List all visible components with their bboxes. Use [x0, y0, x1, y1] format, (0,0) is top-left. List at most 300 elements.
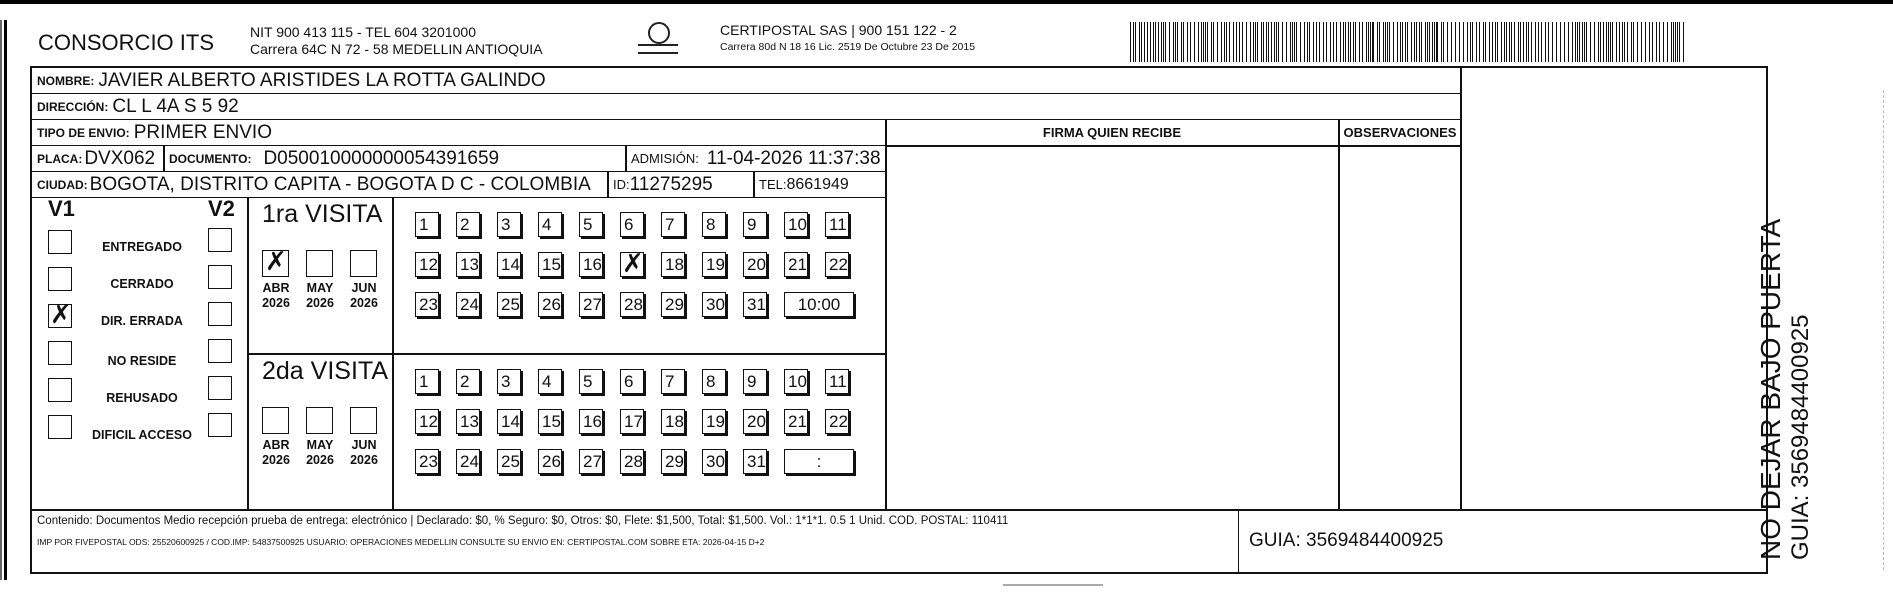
day-number: 16	[583, 411, 602, 431]
company-nit: NIT 900 413 115 - TEL 604 3201000	[250, 24, 476, 40]
day-box[interactable]	[661, 449, 685, 474]
day-number: 9	[747, 214, 757, 234]
barcode-bar	[1407, 22, 1408, 62]
day-number: 8	[706, 214, 716, 234]
barcode-bar	[1336, 22, 1337, 62]
day-box[interactable]	[784, 369, 808, 394]
day-box[interactable]	[743, 292, 767, 317]
day-number: 13	[460, 411, 479, 431]
day-box[interactable]	[579, 449, 603, 474]
barcode-bar	[1130, 22, 1131, 62]
barcode-bar	[1372, 22, 1374, 62]
day-number: 21	[788, 411, 807, 431]
barcode-bar	[1451, 22, 1452, 62]
barcode-bar	[1483, 22, 1484, 62]
barcode-bar	[1274, 22, 1275, 62]
barcode-bar	[1393, 22, 1394, 62]
nombre-label: NOMBRE:	[37, 73, 95, 88]
barcode-bar	[1416, 22, 1417, 62]
v2-checkbox[interactable]	[208, 413, 232, 437]
barcode-bar	[1323, 22, 1324, 62]
day-mark-icon: ✗	[622, 249, 644, 279]
barcode-bar	[1286, 22, 1287, 62]
status-label: NO RESIDE	[107, 354, 177, 368]
day-box[interactable]	[825, 252, 849, 277]
barcode-bar	[1603, 22, 1604, 62]
barcode-bar	[1405, 22, 1406, 62]
day-box[interactable]	[661, 409, 685, 434]
visit-time-field[interactable]	[784, 449, 854, 474]
barcode-bar	[1133, 22, 1134, 62]
barcode-bar	[1278, 22, 1279, 62]
day-number: 5	[583, 214, 593, 234]
day-box[interactable]	[743, 369, 767, 394]
month-name: MAY	[306, 281, 334, 295]
barcode-bar	[1207, 22, 1208, 62]
carrier-name: CERTIPOSTAL SAS | 900 151 122 - 2	[720, 22, 957, 38]
barcode-bar	[1224, 22, 1225, 62]
barcode	[1130, 22, 1690, 62]
barcode-bar	[1198, 22, 1199, 62]
day-box[interactable]	[456, 369, 480, 394]
company-name: CONSORCIO ITS	[38, 30, 215, 55]
day-box[interactable]	[538, 449, 562, 474]
documento-label: DOCUMENTO:	[169, 151, 252, 166]
barcode-bar	[1476, 22, 1477, 62]
barcode-bar	[1236, 22, 1237, 62]
barcode-bar	[1616, 22, 1617, 62]
day-box[interactable]	[784, 212, 808, 237]
month-label	[300, 438, 340, 468]
footer-contenido: Contenido: Documentos Medio recepción prueba de entrega: electrónico | Declarado: $0, % Seguro: $0, Otros: $0, Flete: $1,500, Total: $1,500. Vol.: 1*1*1. 0.5 1 Unid. COD. POSTAL: 110411	[37, 515, 1009, 527]
barcode-bar	[1506, 22, 1507, 62]
day-box[interactable]	[579, 292, 603, 317]
top-edge-line	[0, 0, 1893, 4]
barcode-bar	[1246, 22, 1247, 62]
barcode-bar	[1161, 22, 1162, 62]
visit-time-value: :	[816, 451, 822, 471]
day-number: 14	[501, 411, 520, 431]
barcode-bar	[1271, 22, 1272, 62]
day-box[interactable]	[620, 292, 644, 317]
barcode-bar	[1627, 22, 1628, 62]
barcode-bar	[1300, 22, 1301, 62]
day-box[interactable]	[825, 212, 849, 237]
barcode-bar	[1414, 22, 1415, 62]
status-label: CERRADO	[110, 277, 174, 291]
month-checkbox[interactable]	[350, 250, 377, 277]
barcode-bar	[1649, 22, 1650, 62]
day-box[interactable]	[415, 292, 439, 317]
visit-time-field[interactable]	[784, 292, 854, 317]
barcode-bar	[1514, 22, 1515, 62]
barcode-bar	[1147, 22, 1148, 62]
barcode-bar	[1135, 22, 1136, 62]
day-box[interactable]	[743, 212, 767, 237]
certipostal-logo-icon	[638, 22, 678, 58]
day-box[interactable]	[661, 369, 685, 394]
day-number: 27	[583, 451, 602, 471]
admision-value: 11-04-2026 11:37:38	[706, 147, 881, 169]
v2-checkbox[interactable]	[208, 228, 232, 252]
day-number: 2	[460, 371, 470, 391]
barcode-bar	[1421, 22, 1422, 62]
footer-impresion: IMP POR FIVEPOSTAL ODS: 25520600925 / COD.IMP: 54837500925 USUARIO: OPERACIONES MEDELLIN CONSULTE SU ENVIO EN: CERTIPOSTAL.COM SOBRE ETA: 2026-04-15 D+2	[37, 537, 765, 547]
day-box[interactable]	[702, 369, 726, 394]
barcode-bar	[1556, 22, 1557, 62]
barcode-bar	[1177, 22, 1178, 62]
barcode-bar	[1155, 22, 1156, 62]
check-mark-icon: ✗	[50, 300, 72, 330]
day-number: 18	[665, 254, 684, 274]
day-box[interactable]	[415, 409, 439, 434]
footer-guia-number: GUIA: 3569484400925	[1249, 529, 1444, 551]
v1-checkbox[interactable]	[48, 300, 72, 330]
barcode-bar	[1194, 22, 1195, 62]
day-box[interactable]	[538, 369, 562, 394]
day-box[interactable]	[620, 249, 644, 279]
barcode-bar	[1144, 22, 1145, 62]
day-box[interactable]	[620, 409, 644, 434]
barcode-bar	[1548, 22, 1549, 62]
barcode-bar	[1631, 22, 1632, 62]
day-box[interactable]	[702, 409, 726, 434]
barcode-bar	[1319, 22, 1320, 62]
day-box[interactable]	[538, 292, 562, 317]
barcode-bar	[1175, 22, 1176, 62]
visit-title: 1ra VISITA	[262, 200, 383, 228]
day-box[interactable]	[415, 252, 439, 277]
barcode-bar	[1276, 22, 1277, 62]
barcode-bar	[1434, 22, 1435, 62]
barcode-bar	[1518, 22, 1519, 62]
barcode-bar	[1309, 22, 1310, 62]
barcode-bar	[1535, 22, 1536, 62]
day-number: 3	[501, 214, 511, 234]
v2-checkbox[interactable]	[208, 339, 232, 363]
barcode-bar	[1584, 22, 1585, 62]
barcode-bar	[1139, 22, 1140, 62]
admision-label: ADMISIÓN:	[631, 151, 699, 166]
day-number: 12	[419, 254, 438, 274]
barcode-bar	[1447, 22, 1448, 62]
day-box[interactable]	[497, 212, 521, 237]
documento-value: D050010000000054391659	[263, 147, 500, 169]
day-number: 24	[460, 451, 479, 471]
barcode-bar	[1619, 22, 1620, 62]
left-edge-line	[0, 20, 2, 580]
barcode-bar	[1362, 22, 1363, 62]
status-label: DIFICIL ACCESO	[91, 428, 192, 442]
day-number: 27	[583, 294, 602, 314]
v1-checkbox[interactable]	[48, 415, 72, 439]
barcode-bar	[1419, 22, 1420, 62]
day-box[interactable]	[456, 212, 480, 237]
barcode-bar	[1520, 22, 1521, 62]
barcode-bar	[1606, 22, 1607, 62]
barcode-bar	[1226, 22, 1227, 62]
tipo-label: TIPO DE ENVIO:	[37, 125, 130, 140]
barcode-bar	[1211, 22, 1212, 62]
barcode-bar	[1608, 22, 1609, 62]
barcode-bar	[1304, 22, 1305, 62]
v2-checkbox[interactable]	[208, 265, 232, 289]
month-checkbox[interactable]	[262, 407, 289, 434]
barcode-bar	[1294, 22, 1295, 62]
day-box[interactable]	[702, 252, 726, 277]
nombre-value: JAVIER ALBERTO ARISTIDES LA ROTTA GALINDO	[98, 69, 546, 91]
barcode-bar	[1402, 22, 1403, 62]
day-box[interactable]	[620, 212, 644, 237]
barcode-bar	[1340, 22, 1341, 62]
day-box[interactable]	[784, 252, 808, 277]
day-box[interactable]	[497, 449, 521, 474]
day-box[interactable]	[702, 292, 726, 317]
barcode-bar	[1572, 22, 1573, 62]
month-checkbox[interactable]	[306, 250, 333, 277]
barcode-bar	[1683, 22, 1684, 62]
observaciones-header: OBSERVACIONES	[1343, 125, 1457, 140]
day-box[interactable]	[579, 369, 603, 394]
barcode-bar	[1641, 22, 1642, 62]
day-number: 14	[501, 254, 520, 274]
barcode-bar	[1594, 22, 1595, 62]
status-label: REHUSADO	[106, 391, 178, 405]
day-box[interactable]	[784, 409, 808, 434]
barcode-bar	[1429, 22, 1430, 62]
day-number: 22	[829, 411, 848, 431]
barcode-bar	[1673, 22, 1674, 62]
day-number: 20	[747, 411, 766, 431]
barcode-bar	[1590, 22, 1591, 62]
barcode-bar	[1667, 22, 1668, 62]
barcode-bar	[1463, 22, 1464, 62]
barcode-bar	[1377, 22, 1378, 62]
month-label	[256, 438, 296, 468]
barcode-bar	[1645, 22, 1646, 62]
barcode-bar	[1545, 22, 1546, 62]
day-box[interactable]	[579, 409, 603, 434]
barcode-bar	[1201, 22, 1202, 62]
barcode-bar	[1181, 22, 1182, 62]
barcode-bar	[1432, 22, 1433, 62]
day-box[interactable]	[825, 409, 849, 434]
barcode-bar	[1213, 22, 1214, 62]
barcode-bar	[1427, 22, 1428, 62]
barcode-bar	[1158, 22, 1159, 62]
carrier-license: Carrera 80d N 18 16 Lic. 2519 De Octubre 23 De 2015	[720, 41, 976, 53]
month-name: ABR	[262, 281, 290, 295]
month-checkbox[interactable]	[262, 247, 289, 277]
day-box[interactable]	[661, 292, 685, 317]
barcode-bar	[1221, 22, 1222, 62]
day-number: 10	[788, 371, 807, 391]
barcode-bar	[1290, 22, 1291, 62]
barcode-bar	[1652, 22, 1653, 62]
day-number: 5	[583, 371, 593, 391]
month-checkbox[interactable]	[306, 407, 333, 434]
barcode-bar	[1400, 22, 1401, 62]
v2-checkbox[interactable]	[208, 376, 232, 400]
barcode-bar	[1509, 22, 1510, 62]
company-info	[250, 24, 543, 58]
id-value: 11275295	[629, 173, 713, 195]
month-name: ABR	[262, 438, 290, 452]
carrier-info	[720, 22, 975, 56]
barcode-bar	[1282, 22, 1283, 62]
day-box[interactable]	[538, 409, 562, 434]
barcode-bar	[1425, 22, 1426, 62]
day-box[interactable]	[456, 252, 480, 277]
barcode-bar	[1257, 22, 1258, 62]
placa-label: PLACA:	[37, 151, 83, 166]
day-number: 8	[706, 371, 716, 391]
day-box[interactable]	[743, 409, 767, 434]
day-number: 7	[665, 371, 675, 391]
placa-value: DVX062	[84, 147, 156, 169]
barcode-bar	[1479, 22, 1480, 62]
barcode-bar	[1523, 22, 1524, 62]
barcode-bar	[1153, 22, 1154, 62]
day-number: 28	[624, 451, 643, 471]
barcode-bar	[1326, 22, 1327, 62]
barcode-bar	[1239, 22, 1240, 62]
v1-checkbox[interactable]	[48, 341, 72, 365]
day-box[interactable]	[702, 212, 726, 237]
barcode-bar	[1263, 22, 1264, 62]
month-checkbox[interactable]	[350, 407, 377, 434]
barcode-bar	[1411, 22, 1412, 62]
barcode-bar	[1528, 22, 1529, 62]
day-number: 16	[583, 254, 602, 274]
barcode-bar	[1612, 22, 1613, 62]
v1-checkbox[interactable]	[48, 230, 72, 254]
barcode-bar	[1624, 22, 1625, 62]
barcode-bar	[1656, 22, 1657, 62]
day-number: 19	[706, 411, 725, 431]
barcode-bar	[1355, 22, 1356, 62]
day-box[interactable]	[415, 369, 439, 394]
barcode-bar	[1203, 22, 1204, 62]
day-box[interactable]	[497, 369, 521, 394]
day-box[interactable]	[497, 292, 521, 317]
barcode-bar	[1485, 22, 1486, 62]
barcode-bar	[1552, 22, 1553, 62]
barcode-bar	[1622, 22, 1623, 62]
month-year: 2026	[350, 453, 378, 467]
day-box[interactable]	[579, 252, 603, 277]
barcode-bar	[1586, 22, 1587, 62]
v1-checkbox[interactable]	[48, 378, 72, 402]
stray-mark	[1003, 584, 1103, 592]
barcode-bar	[1150, 22, 1151, 62]
v1-header: V1	[48, 196, 75, 221]
day-box[interactable]	[456, 409, 480, 434]
day-box[interactable]	[579, 212, 603, 237]
barcode-bar	[1538, 22, 1539, 62]
barcode-bar	[1492, 22, 1493, 62]
month-label	[256, 281, 296, 311]
barcode-bar	[1495, 22, 1496, 62]
day-number: 22	[829, 254, 848, 274]
day-number: 12	[419, 411, 438, 431]
month-label	[300, 281, 340, 311]
barcode-bar	[1366, 22, 1367, 62]
day-box[interactable]	[415, 212, 439, 237]
v2-checkbox[interactable]	[208, 302, 232, 326]
day-box[interactable]	[661, 252, 685, 277]
day-box[interactable]	[661, 212, 685, 237]
barcode-bar	[1307, 22, 1308, 62]
day-box[interactable]	[620, 449, 644, 474]
barcode-bar	[1663, 22, 1664, 62]
tipo-value: PRIMER ENVIO	[133, 121, 272, 143]
barcode-bar	[1368, 22, 1369, 62]
barcode-bar	[1359, 22, 1360, 62]
barcode-bar	[1497, 22, 1498, 62]
day-number: 11	[829, 371, 847, 391]
barcode-bar	[1387, 22, 1388, 62]
barcode-bar	[1459, 22, 1460, 62]
row-ciudad	[32, 172, 885, 198]
month-year: 2026	[350, 296, 378, 310]
barcode-bar	[1397, 22, 1398, 62]
status-label: DIR. ERRADA	[101, 314, 183, 328]
barcode-bar	[1229, 22, 1230, 62]
barcode-bar	[1250, 22, 1251, 62]
barcode-bar	[1472, 22, 1473, 62]
day-box[interactable]	[825, 369, 849, 394]
barcode-bar	[1253, 22, 1254, 62]
barcode-bar	[1564, 22, 1565, 62]
barcode-bar	[1531, 22, 1532, 62]
day-box[interactable]	[620, 369, 644, 394]
barcode-bar	[1675, 22, 1676, 62]
day-number: 24	[460, 294, 479, 314]
day-box[interactable]	[743, 449, 767, 474]
day-number: 11	[829, 214, 847, 234]
month-year: 2026	[306, 453, 334, 467]
day-number: 15	[542, 254, 561, 274]
day-box[interactable]	[415, 449, 439, 474]
barcode-bar	[1389, 22, 1390, 62]
day-box[interactable]	[456, 292, 480, 317]
day-box[interactable]	[538, 252, 562, 277]
barcode-bar	[1255, 22, 1256, 62]
right-edge-dashes	[1883, 90, 1885, 570]
barcode-bar	[1677, 22, 1678, 62]
barcode-bar	[1292, 22, 1293, 62]
side-notice	[1756, 40, 1816, 560]
day-box[interactable]	[456, 449, 480, 474]
day-number: 2	[460, 214, 470, 234]
day-box[interactable]	[497, 409, 521, 434]
label-header	[30, 18, 1770, 64]
day-box[interactable]	[538, 212, 562, 237]
barcode-bar	[1233, 22, 1234, 62]
barcode-bar	[1511, 22, 1512, 62]
barcode-bar	[1242, 22, 1243, 62]
v1-checkbox[interactable]	[48, 267, 72, 291]
row-tipo-envio	[32, 120, 885, 146]
day-box[interactable]	[702, 449, 726, 474]
row-direccion	[32, 94, 1460, 120]
no-dejar-notice: NO DEJAR BAJO PUERTA	[1755, 218, 1786, 560]
day-box[interactable]	[497, 252, 521, 277]
day-box[interactable]	[743, 252, 767, 277]
tel-label: TEL:	[759, 177, 787, 192]
barcode-bar	[1345, 22, 1346, 62]
